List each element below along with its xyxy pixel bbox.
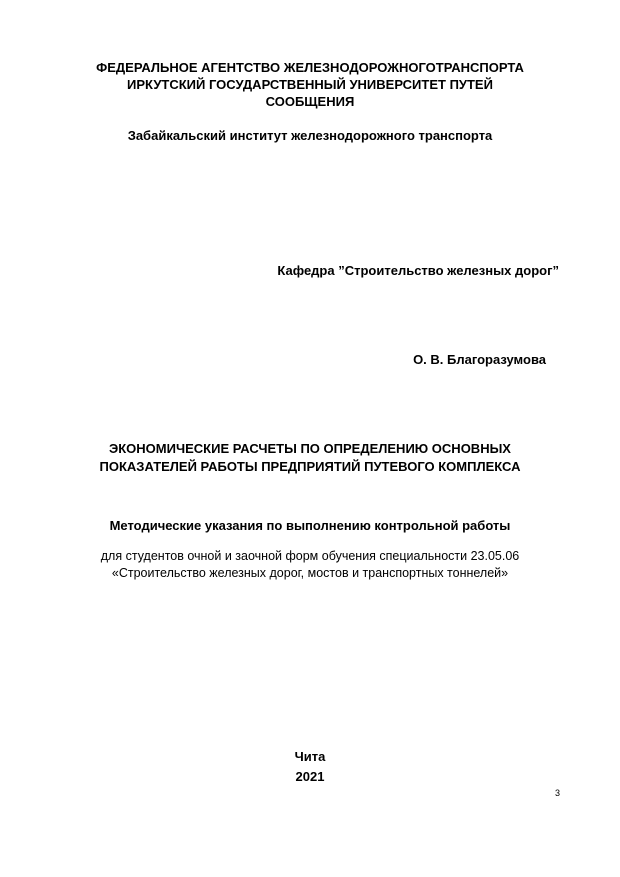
page-number: 3 <box>555 788 561 798</box>
institute-name: Забайкальский институт железнодорожного транспорта <box>127 128 493 143</box>
document-subtitle: Методические указания по выполнению контрольной работы <box>109 518 511 533</box>
audience-line-1: для студентов очной и заочной форм обучения специальности 23.05.06 <box>100 549 520 563</box>
document-title-line-2: ПОКАЗАТЕЛЕЙ РАБОТЫ ПРЕДПРИЯТИЙ ПУТЕВОГО КОМПЛЕКСА <box>99 459 521 474</box>
author-name: О. В. Благоразумова <box>413 352 546 367</box>
year: 2021 <box>295 769 325 784</box>
city: Чита <box>294 749 326 764</box>
audience-line-2: «Строительство железных дорог, мостов и транспортных тоннелей» <box>111 566 509 580</box>
document-title-line-1: ЭКОНОМИЧЕСКИЕ РАСЧЕТЫ ПО ОПРЕДЕЛЕНИЮ ОСНОВНЫХ <box>109 441 511 456</box>
agency-name: ФЕДЕРАЛЬНОЕ АГЕНТСТВО ЖЕЛЕЗНОДОРОЖНОГОТРАНСПОРТА <box>96 60 524 75</box>
university-name: ИРКУТСКИЙ ГОСУДАРСТВЕННЫЙ УНИВЕРСИТЕТ ПУТЕЙ <box>127 77 493 92</box>
university-name-continued: СООБЩЕНИЯ <box>265 94 355 109</box>
department-name: Кафедра ”Строительство железных дорог” <box>277 263 559 278</box>
